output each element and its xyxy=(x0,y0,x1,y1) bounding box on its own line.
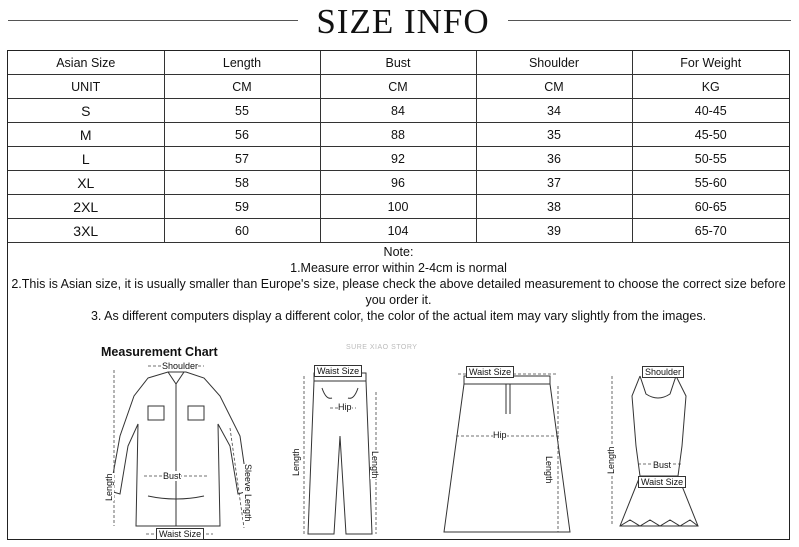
notes-section xyxy=(8,244,789,324)
size-cell: M xyxy=(8,123,164,147)
notes-heading: Note: xyxy=(383,245,414,259)
length-cell: 57 xyxy=(164,147,320,171)
note-line-3: 3. As different computers display a different color, the color of the actual item may vary slightly from the images. xyxy=(90,309,707,323)
length-cell: 59 xyxy=(164,195,320,219)
bust-cell: 104 xyxy=(320,219,476,243)
watermark: SURE XIAO STORY xyxy=(346,344,418,351)
weight-cell: 40-45 xyxy=(632,99,789,123)
dress-length-label: Length xyxy=(606,446,616,474)
unit-cell: CM xyxy=(320,75,476,99)
note-line-2: 2.This is Asian size, it is usually smaller than Europe's size, please check the above detailed measurement to choose the correct size before you order it. xyxy=(11,277,786,307)
title-divider-right xyxy=(508,20,791,21)
shoulder-cell: 34 xyxy=(476,99,632,123)
dress-waist-label: Waist Size xyxy=(638,476,686,488)
skirt-hip-label: Hip xyxy=(493,430,507,440)
header-cell: Asian Size xyxy=(8,51,164,75)
pants-leg-length-label: Length xyxy=(370,451,380,479)
measurement-chart-title: Measurement Chart xyxy=(101,345,218,359)
size-cell: L xyxy=(8,147,164,171)
size-cell: XL xyxy=(8,171,164,195)
table-row xyxy=(8,219,789,243)
title-divider-left xyxy=(8,20,298,21)
shirt-length-label: Length xyxy=(104,473,114,501)
length-cell: 56 xyxy=(164,123,320,147)
header-cell: For Weight xyxy=(632,51,789,75)
weight-cell: 65-70 xyxy=(632,219,789,243)
shirt-bust-label: Bust xyxy=(163,471,182,481)
dress-shoulder-label: Shoulder xyxy=(642,366,684,378)
size-cell: 3XL xyxy=(8,219,164,243)
table-header-row xyxy=(8,51,789,75)
skirt-waist-label: Waist Size xyxy=(466,366,514,378)
title-row xyxy=(0,0,799,46)
bust-cell: 96 xyxy=(320,171,476,195)
length-cell: 58 xyxy=(164,171,320,195)
unit-cell: UNIT xyxy=(8,75,164,99)
header-cell: Shoulder xyxy=(476,51,632,75)
measurement-chart xyxy=(8,336,789,541)
shirt-sleeve-label: Sleeve Length xyxy=(243,464,253,522)
table-unit-row xyxy=(8,75,789,99)
weight-cell: 50-55 xyxy=(632,147,789,171)
size-cell: S xyxy=(8,99,164,123)
shoulder-cell: 39 xyxy=(476,219,632,243)
note-line-1: 1.Measure error within 2-4cm is normal xyxy=(290,261,507,275)
header-cell: Length xyxy=(164,51,320,75)
bust-cell: 88 xyxy=(320,123,476,147)
length-cell: 55 xyxy=(164,99,320,123)
size-info-box xyxy=(7,50,790,540)
pants-hip-label: Hip xyxy=(338,402,352,412)
weight-cell: 60-65 xyxy=(632,195,789,219)
weight-cell: 55-60 xyxy=(632,171,789,195)
pants-length-label: Length xyxy=(291,448,301,476)
header-cell: Bust xyxy=(320,51,476,75)
pants-waist-label: Waist Size xyxy=(314,365,362,377)
bust-cell: 100 xyxy=(320,195,476,219)
size-cell: 2XL xyxy=(8,195,164,219)
table-row xyxy=(8,195,789,219)
shoulder-cell: 35 xyxy=(476,123,632,147)
size-table xyxy=(8,51,789,243)
shoulder-cell: 36 xyxy=(476,147,632,171)
bust-cell: 92 xyxy=(320,147,476,171)
unit-cell: KG xyxy=(632,75,789,99)
shoulder-cell: 38 xyxy=(476,195,632,219)
dress-bust-label: Bust xyxy=(653,460,672,470)
table-row xyxy=(8,123,789,147)
table-row xyxy=(8,147,789,171)
shirt-waist-label: Waist Size xyxy=(156,528,204,540)
unit-cell: CM xyxy=(164,75,320,99)
unit-cell: CM xyxy=(476,75,632,99)
table-row xyxy=(8,99,789,123)
length-cell: 60 xyxy=(164,219,320,243)
skirt-length-label: Length xyxy=(544,456,554,484)
shirt-shoulder-label: Shoulder xyxy=(162,361,199,371)
shoulder-cell: 37 xyxy=(476,171,632,195)
bust-cell: 84 xyxy=(320,99,476,123)
weight-cell: 45-50 xyxy=(632,123,789,147)
page-title: SIZE INFO xyxy=(316,2,490,41)
table-row xyxy=(8,171,789,195)
